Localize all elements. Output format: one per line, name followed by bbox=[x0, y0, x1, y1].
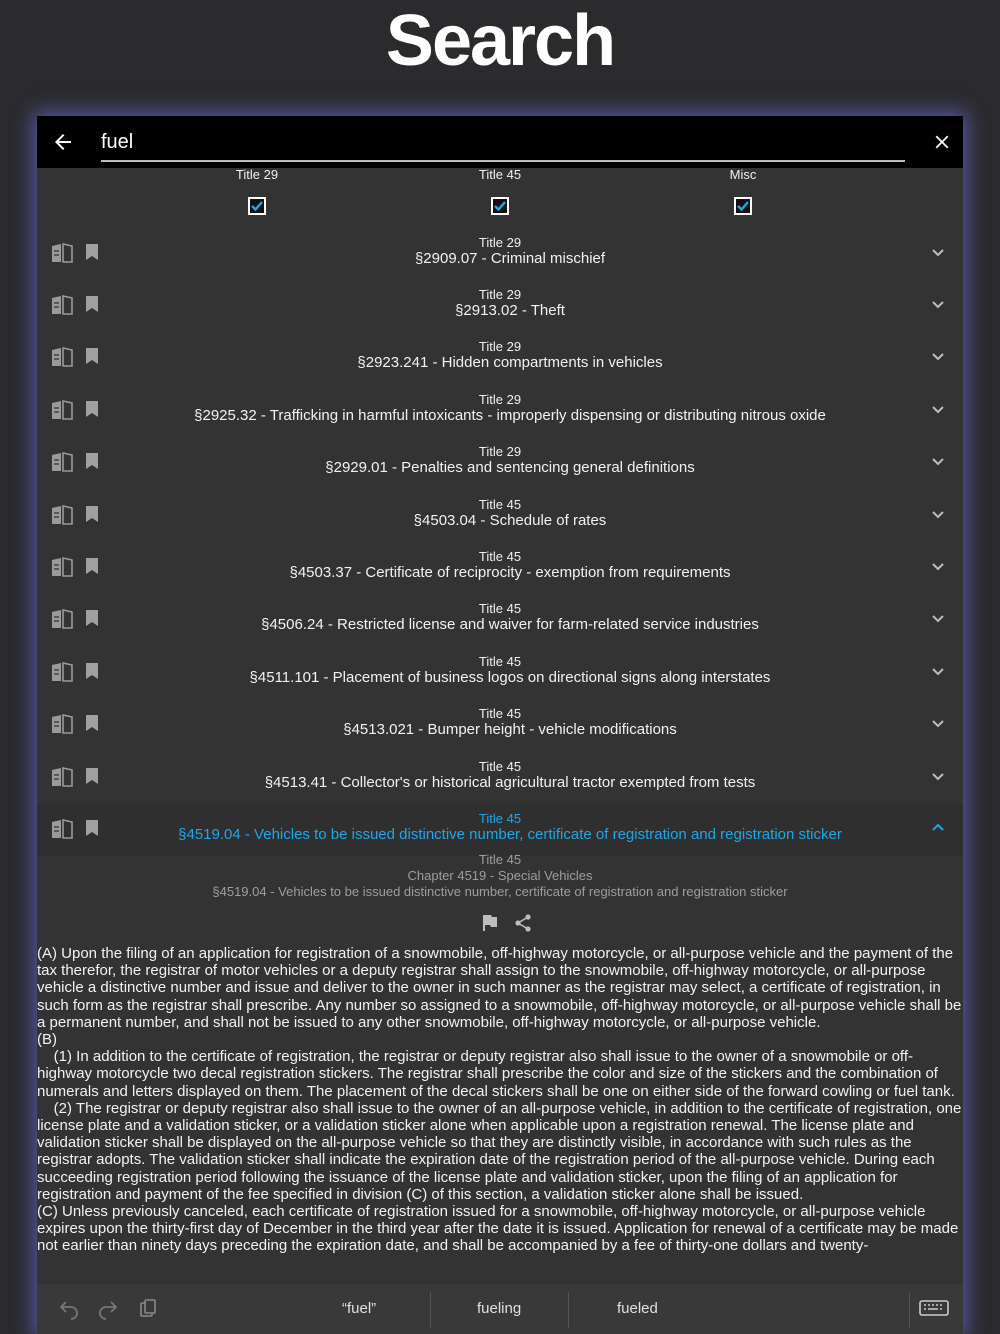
result-row[interactable] bbox=[37, 228, 963, 280]
chevron-down-icon[interactable] bbox=[930, 610, 946, 626]
book-icon[interactable] bbox=[51, 295, 73, 315]
result-section: §4513.021 - Bumper height - vehicle modifications bbox=[343, 721, 677, 738]
suggestion-3[interactable]: fueled bbox=[617, 1300, 658, 1317]
statute-text: (A) Upon the filing of an application for registration of a snowmobile, off-highway motorcycle, or all-purpose vehicle and the payment of the tax therefor, the registrar of motor vehicles or a deputy registrar shall assign to the snowmobile, off-highway motorcycle, or all-purpose vehicle a distinctive number and issue and deliver to the owner in such manner as the registrar may select, a certificate of registration, in such form as the registrar shall prescribe. Any number so assigned to a snowmobile, off-highway motorcycle, or all-purpose vehicle shall be a permanent number, and shall not be issued to any other snowmobile, off-highway motorcycle, or all-purpose vehicle. (B) (1) In addition to the certificate of registration, the registrar or deputy registrar also shall issue to the owner of a snowmobile or off-highway motorcycle two decal registration stickers. The registrar shall prescribe the color and size of the stickers and the combination of numerals and letters displayed on them. The placement of the decal stickers shall be one on either side of the forward cowling or fuel tank. (2) The registrar or deputy registrar also shall issue to the owner of an all-purpose vehicle, in addition to the certificate of registration, one license plate and a validation sticker, or a validation sticker alone when applicable upon a registration renewal. The license plate and validation sticker shall be displayed on the all-purpose vehicle so that they are distinctly visible, in accordance with such rules as the registrar adopts. The validation sticker shall indicate the expiration date of the registration period of the all-purpose vehicle. During each succeeding registration period following the issuance of the license plate and validation sticker, upon the filing of an application for registration and payment of the fee specified in division (C) of this section, a validation sticker alone shall be issued. (C) Unless previously canceled, each certificate of registration issued for a snowmobile, off-highway motorcycle, or all-purpose vehicle expires upon the thirty-first day of December in the third year after the date it is issued. Application for renewal of a certificate may be made not earlier than ninety days preceding the expiration date, and shall be accompanied by a fee of thirty-one dollars and twenty- bbox=[37, 945, 962, 1255]
result-section: §4503.37 - Certificate of reciprocity - exemption from requirements bbox=[289, 564, 731, 581]
check-icon bbox=[736, 199, 750, 213]
result-row[interactable] bbox=[37, 280, 963, 332]
detail-title: Title 45 bbox=[478, 852, 522, 867]
filter-label: Title 45 bbox=[478, 167, 522, 182]
result-row[interactable] bbox=[37, 437, 963, 489]
result-title: Title 29 bbox=[478, 339, 522, 354]
chevron-down-icon[interactable] bbox=[930, 558, 946, 574]
check-icon bbox=[493, 199, 507, 213]
book-icon[interactable] bbox=[51, 452, 73, 472]
bookmark-icon[interactable] bbox=[85, 819, 99, 837]
detail-actions bbox=[482, 914, 534, 934]
bookmark-icon[interactable] bbox=[85, 714, 99, 732]
result-title: Title 45 bbox=[478, 759, 522, 774]
result-section: §4503.04 - Schedule of rates bbox=[413, 512, 607, 529]
chevron-down-icon[interactable] bbox=[930, 506, 946, 522]
filter-title-45 bbox=[420, 168, 580, 220]
book-icon[interactable] bbox=[51, 400, 73, 420]
result-row[interactable] bbox=[37, 385, 963, 437]
book-icon[interactable] bbox=[51, 662, 73, 682]
filter-label: Title 29 bbox=[235, 167, 279, 182]
result-title: Title 45 bbox=[478, 811, 522, 826]
filter-checkbox-misc[interactable] bbox=[734, 197, 752, 215]
result-row[interactable] bbox=[37, 804, 963, 856]
bookmark-icon[interactable] bbox=[85, 243, 99, 261]
result-row[interactable] bbox=[37, 594, 963, 646]
result-section: §2925.32 - Trafficking in harmful intoxicants - improperly dispensing or distributing nitrous oxide bbox=[194, 407, 826, 424]
result-row[interactable] bbox=[37, 647, 963, 699]
result-section: §4519.04 - Vehicles to be issued distinctive number, certificate of registration and registration sticker bbox=[178, 826, 842, 843]
close-icon[interactable] bbox=[931, 131, 953, 153]
result-title: Title 29 bbox=[478, 235, 522, 250]
keyboard-icon[interactable] bbox=[919, 1298, 949, 1318]
chevron-down-icon[interactable] bbox=[930, 453, 946, 469]
result-title: Title 29 bbox=[478, 444, 522, 459]
result-row[interactable] bbox=[37, 752, 963, 804]
chevron-down-icon[interactable] bbox=[930, 663, 946, 679]
detail-chapter: Chapter 4519 - Special Vehicles bbox=[407, 868, 593, 883]
undo-icon[interactable] bbox=[59, 1298, 79, 1318]
result-title: Title 29 bbox=[478, 392, 522, 407]
redo-icon[interactable] bbox=[98, 1298, 118, 1318]
filter-checkbox-title-45[interactable] bbox=[491, 197, 509, 215]
bookmark-icon[interactable] bbox=[85, 609, 99, 627]
result-section: §2923.241 - Hidden compartments in vehicles bbox=[357, 354, 663, 371]
detail-header bbox=[37, 852, 963, 900]
book-icon[interactable] bbox=[51, 557, 73, 577]
result-section: §2913.02 - Theft bbox=[455, 302, 565, 319]
filter-title-29 bbox=[177, 168, 337, 220]
search-input[interactable] bbox=[101, 124, 905, 162]
bookmark-icon[interactable] bbox=[85, 400, 99, 418]
result-row[interactable] bbox=[37, 332, 963, 384]
bookmark-icon[interactable] bbox=[85, 452, 99, 470]
divider bbox=[430, 1292, 431, 1328]
result-row[interactable] bbox=[37, 542, 963, 594]
chevron-down-icon[interactable] bbox=[930, 401, 946, 417]
result-title: Title 45 bbox=[478, 601, 522, 616]
check-icon bbox=[250, 199, 264, 213]
suggestion-1[interactable]: “fuel” bbox=[342, 1300, 377, 1317]
filter-misc bbox=[663, 168, 823, 220]
detail-section: §4519.04 - Vehicles to be issued distinctive number, certificate of registration and registration sticker bbox=[212, 884, 788, 899]
result-section: §2909.07 - Criminal mischief bbox=[414, 250, 606, 267]
bookmark-icon[interactable] bbox=[85, 347, 99, 365]
result-row[interactable] bbox=[37, 699, 963, 751]
search-bar bbox=[37, 116, 963, 168]
book-icon[interactable] bbox=[51, 714, 73, 734]
book-icon[interactable] bbox=[51, 347, 73, 367]
bookmark-icon[interactable] bbox=[85, 557, 99, 575]
back-arrow-icon[interactable] bbox=[51, 130, 75, 154]
divider bbox=[909, 1292, 910, 1328]
book-icon[interactable] bbox=[51, 243, 73, 263]
suggestion-2[interactable]: fueling bbox=[477, 1300, 522, 1317]
result-section: §4506.24 - Restricted license and waiver for farm-related service industries bbox=[261, 616, 759, 633]
book-icon[interactable] bbox=[51, 505, 73, 525]
filter-label: Misc bbox=[729, 167, 757, 182]
page-title: Search bbox=[385, 1, 615, 81]
bookmark-icon[interactable] bbox=[85, 295, 99, 313]
book-icon[interactable] bbox=[51, 609, 73, 629]
bookmark-icon[interactable] bbox=[85, 767, 99, 785]
book-icon[interactable] bbox=[51, 819, 73, 839]
chevron-down-icon[interactable] bbox=[930, 296, 946, 312]
chevron-up-icon[interactable] bbox=[930, 820, 946, 836]
result-section: §4513.41 - Collector's or historical agricultural tractor exempted from tests bbox=[264, 774, 756, 791]
result-row[interactable] bbox=[37, 490, 963, 542]
bookmark-icon[interactable] bbox=[85, 505, 99, 523]
book-icon[interactable] bbox=[51, 767, 73, 787]
filter-checkbox-title-29[interactable] bbox=[248, 197, 266, 215]
chevron-down-icon[interactable] bbox=[930, 244, 946, 260]
result-title: Title 45 bbox=[478, 654, 522, 669]
app-window bbox=[37, 116, 963, 1334]
result-title: Title 45 bbox=[478, 706, 522, 721]
result-section: §2929.01 - Penalties and sentencing general definitions bbox=[325, 459, 695, 476]
chevron-down-icon[interactable] bbox=[930, 768, 946, 784]
chevron-down-icon[interactable] bbox=[930, 715, 946, 731]
result-title: Title 45 bbox=[478, 497, 522, 512]
share-icon[interactable] bbox=[514, 914, 532, 932]
keyboard-toolbar bbox=[37, 1284, 963, 1334]
bookmark-icon[interactable] bbox=[85, 662, 99, 680]
result-section: §4511.101 - Placement of business logos on directional signs along interstates bbox=[249, 669, 771, 686]
paste-icon[interactable] bbox=[138, 1298, 158, 1318]
result-title: Title 45 bbox=[478, 549, 522, 564]
result-title: Title 29 bbox=[478, 287, 522, 302]
divider bbox=[568, 1292, 569, 1328]
filter-bar bbox=[37, 168, 963, 228]
chevron-down-icon[interactable] bbox=[930, 348, 946, 364]
flag-icon[interactable] bbox=[482, 914, 498, 932]
